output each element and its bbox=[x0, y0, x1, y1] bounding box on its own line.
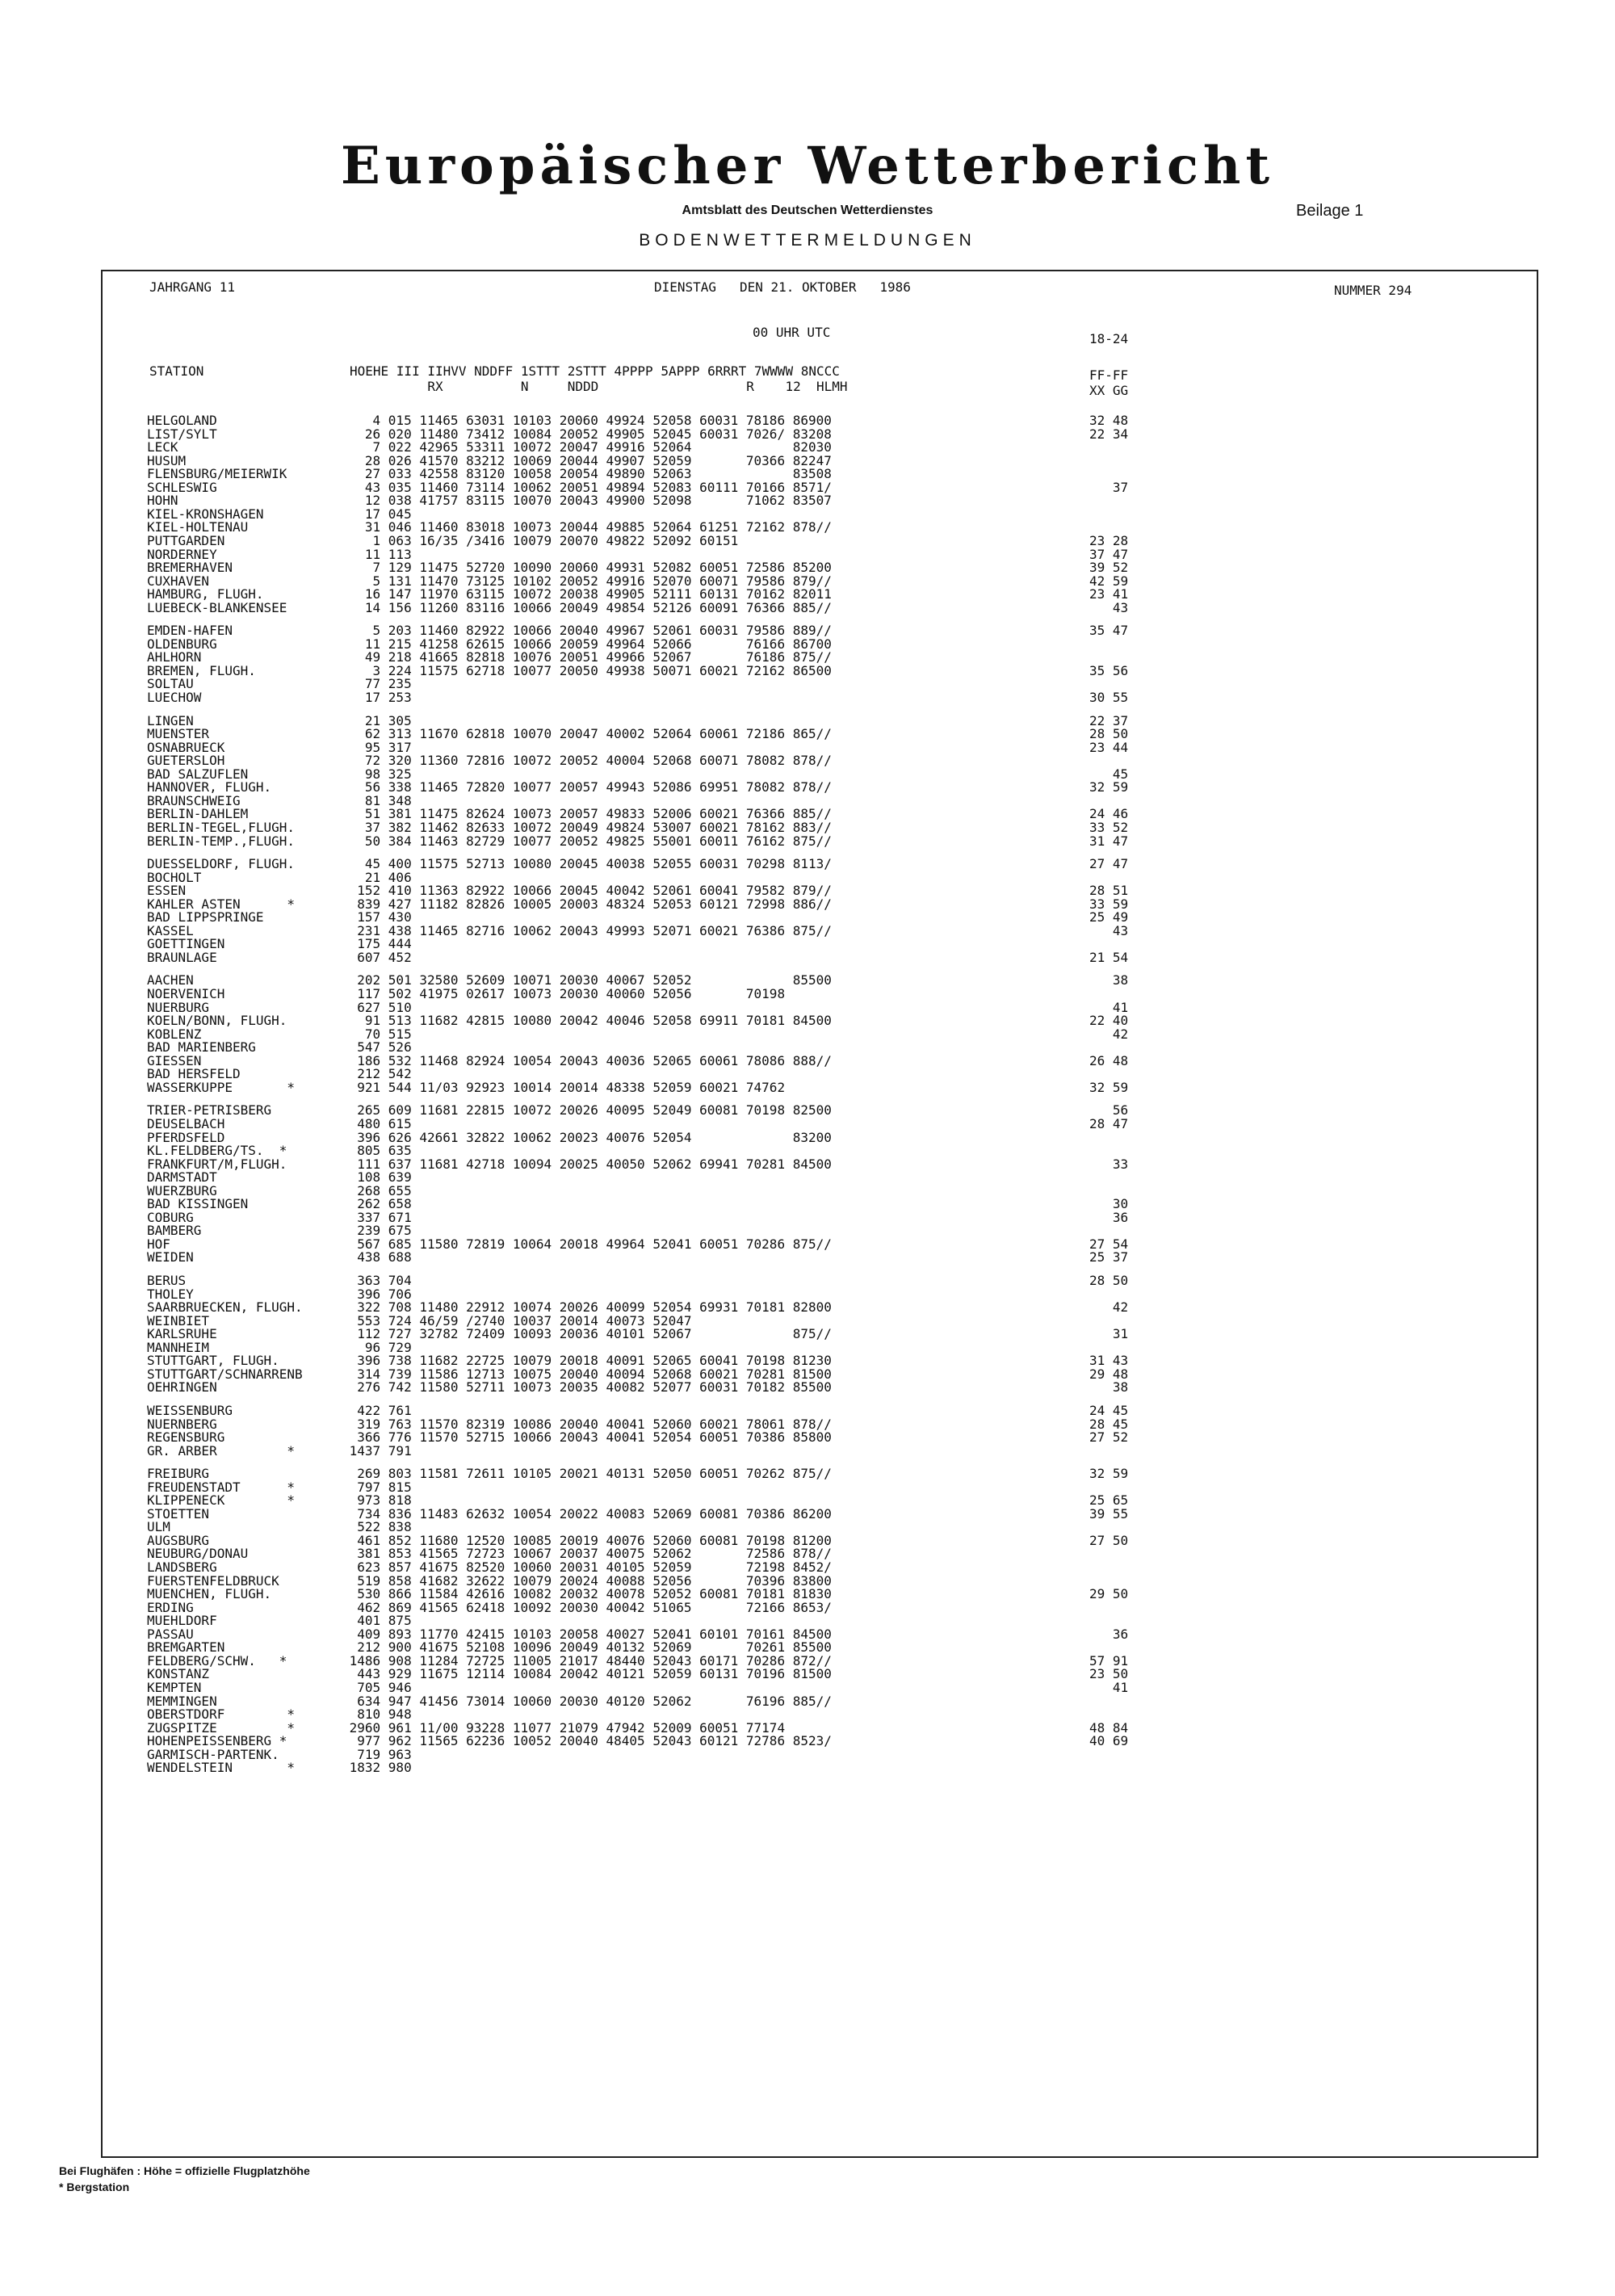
station-name: KLIPPENECK * bbox=[147, 1492, 296, 1509]
station-name: AHLHORN bbox=[147, 649, 202, 665]
wind-gust-value: 24 45 bbox=[1089, 1402, 1129, 1418]
wind-gust-value: 32 48 bbox=[1089, 413, 1129, 428]
wind-gust-value: 30 bbox=[1089, 1196, 1129, 1212]
station-data: 51 381 11475 82624 10073 20057 49833 52006 60021 76366 885// bbox=[342, 806, 832, 822]
station-data: 977 962 11565 62236 10052 20040 48405 52043 60121 72786 8523/ bbox=[342, 1733, 832, 1749]
station-name: REGENSBURG bbox=[147, 1429, 225, 1445]
station-data: 12 038 41757 83115 10070 20043 49900 52098 71062 83507 bbox=[342, 493, 832, 509]
wind-gust-value: 37 bbox=[1089, 479, 1129, 495]
column-header-line1: HOEHE III IIHVV NDDFF 1STTT 2STTT 4PPPP 5APPP 6RRRT 7WWWW 8NCCC bbox=[350, 363, 840, 379]
station-name: LANDSBERG bbox=[147, 1559, 217, 1575]
page-subtitle: Amtsblatt des Deutschen Wetterdienstes bbox=[682, 204, 933, 217]
wind-gust-value: 29 50 bbox=[1089, 1586, 1129, 1602]
station-name: KOELN/BONN, FLUGH. bbox=[147, 1013, 287, 1029]
wind-gust-value: 36 bbox=[1089, 1209, 1129, 1225]
station-name: GOETTINGEN bbox=[147, 936, 225, 952]
station-data: 396 738 11682 22725 10079 20018 40091 52065 60041 70198 81230 bbox=[342, 1353, 832, 1369]
station-name: LUEBECK-BLANKENSEE bbox=[147, 599, 287, 615]
station-name: EMDEN-HAFEN bbox=[147, 623, 233, 639]
wind-gust-value: 35 47 bbox=[1089, 623, 1129, 639]
station-name: GIESSEN bbox=[147, 1052, 202, 1068]
station-data: 43 035 11460 73114 10062 20051 49894 52083 60111 70166 8571/ bbox=[342, 479, 832, 495]
station-data: 480 615 bbox=[342, 1115, 412, 1131]
station-data: 27 033 42558 83120 10058 20054 49890 52063 83508 bbox=[342, 466, 832, 482]
station-name: COBURG bbox=[147, 1209, 194, 1225]
station-name: WASSERKUPPE * bbox=[147, 1079, 296, 1095]
station-name: BAD LIPPSPRINGE bbox=[147, 909, 264, 926]
station-data: 396 626 42661 32822 10062 20023 40076 52054 83200 bbox=[342, 1129, 832, 1145]
station-name: THOLEY bbox=[147, 1286, 194, 1302]
station-data: 17 045 bbox=[342, 506, 412, 522]
wind-gust-value: 43 bbox=[1089, 922, 1129, 938]
station-data: 522 838 bbox=[342, 1519, 412, 1535]
wind-gust-value: 35 56 bbox=[1089, 662, 1129, 678]
station-name: HANNOVER, FLUGH. bbox=[147, 779, 272, 795]
station-name: BAD MARIENBERG bbox=[147, 1039, 256, 1056]
station-data: 5 203 11460 82922 10066 20040 49967 52061 60031 79586 889// bbox=[342, 623, 832, 639]
station-name: KONSTANZ bbox=[147, 1666, 210, 1682]
wind-period: 18-24 bbox=[1089, 331, 1129, 346]
station-data: 28 026 41570 83212 10069 20044 49907 52059 70366 82247 bbox=[342, 452, 832, 468]
station-name: LINGEN bbox=[147, 712, 194, 728]
station-data: 95 317 bbox=[342, 739, 412, 755]
station-data: 186 532 11468 82924 10054 20043 40036 52065 60061 78086 888// bbox=[342, 1052, 832, 1068]
station-name: DUESSELDORF, FLUGH. bbox=[147, 856, 296, 871]
wind-gust-value: 23 41 bbox=[1089, 586, 1129, 602]
station-data: 262 658 bbox=[342, 1196, 412, 1212]
station-data: 553 724 46/59 /2740 10037 20014 40073 52047 bbox=[342, 1312, 692, 1328]
footnote-airports: Bei Flughäfen : Höhe = offizielle Flugplatzhöhe bbox=[59, 2164, 310, 2177]
station-data: 1486 908 11284 72725 11005 21017 48440 52043 60171 70286 872// bbox=[342, 1652, 832, 1668]
station-name: MEMMINGEN bbox=[147, 1693, 217, 1709]
station-data: 14 156 11260 83116 10066 20049 49854 52126 60091 76366 885// bbox=[342, 599, 832, 615]
station-name: AUGSBURG bbox=[147, 1532, 210, 1548]
station-data: 45 400 11575 52713 10080 20045 40038 52055 60031 70298 8113/ bbox=[342, 856, 832, 871]
station-data: 91 513 11682 42815 10080 20042 40046 52058 69911 70181 84500 bbox=[342, 1013, 832, 1029]
column-wind-ff: FF-FF bbox=[1089, 367, 1129, 383]
station-data: 623 857 41675 82520 10060 20031 40105 52059 72198 8452/ bbox=[342, 1559, 832, 1575]
station-data: 363 704 bbox=[342, 1273, 412, 1288]
station-name: FREIBURG bbox=[147, 1466, 210, 1482]
station-data: 314 739 11586 12713 10075 20040 40094 52068 60021 70281 81500 bbox=[342, 1366, 832, 1382]
station-data: 212 900 41675 52108 10096 20049 40132 52069 70261 85500 bbox=[342, 1639, 832, 1656]
wind-gust-value: 32 59 bbox=[1089, 1466, 1129, 1482]
station-data: 805 635 bbox=[342, 1143, 412, 1158]
station-name: LECK bbox=[147, 439, 178, 455]
station-name: BERLIN-DAHLEM bbox=[147, 806, 249, 822]
station-name: BRAUNLAGE bbox=[147, 949, 217, 965]
station-name: FREUDENSTADT * bbox=[147, 1479, 296, 1495]
station-data: 37 382 11462 82633 10072 20049 49824 53007 60021 78162 883// bbox=[342, 819, 832, 835]
wind-gust-value: 25 49 bbox=[1089, 909, 1129, 926]
wind-gust-value: 36 bbox=[1089, 1626, 1129, 1642]
station-data: 839 427 11182 82826 10005 20003 48324 52053 60121 72998 886// bbox=[342, 896, 832, 912]
station-name: FELDBERG/SCHW. * bbox=[147, 1652, 287, 1668]
station-data: 212 542 bbox=[342, 1066, 412, 1082]
wind-gust-value: 33 52 bbox=[1089, 819, 1129, 835]
station-name: MANNHEIM bbox=[147, 1339, 210, 1355]
station-name: LUECHOW bbox=[147, 690, 202, 705]
wind-gust-value: 38 bbox=[1089, 972, 1129, 988]
station-data: 81 348 bbox=[342, 792, 412, 808]
station-data: 1832 980 bbox=[342, 1760, 412, 1776]
column-wind-gg: XX GG bbox=[1089, 383, 1129, 398]
station-data: 70 515 bbox=[342, 1026, 412, 1042]
station-name: STOETTEN bbox=[147, 1505, 210, 1522]
station-name: NUERBURG bbox=[147, 999, 210, 1015]
wind-gust-value: 43 bbox=[1089, 599, 1129, 615]
station-name: TRIER-PETRISBERG bbox=[147, 1102, 272, 1119]
station-name: ERDING bbox=[147, 1599, 194, 1615]
station-data: 7 022 42965 53311 10072 20047 49916 52064 82030 bbox=[342, 439, 832, 455]
station-data: 462 869 41565 62418 10092 20030 40042 51065 72166 8653/ bbox=[342, 1599, 832, 1615]
station-data: 607 452 bbox=[342, 949, 412, 965]
wind-gust-value: 32 59 bbox=[1089, 779, 1129, 795]
station-data: 2960 961 11/00 93228 11077 21079 47942 52009 60051 77174 bbox=[342, 1719, 786, 1736]
station-data: 26 020 11480 73412 10084 20052 49905 52045 60031 7026/ 83208 bbox=[342, 426, 832, 442]
wind-gust-value: 42 bbox=[1089, 1026, 1129, 1042]
station-name: KASSEL bbox=[147, 922, 194, 938]
report-frame bbox=[101, 270, 1538, 2158]
station-data: 77 235 bbox=[342, 676, 412, 692]
station-name: SOLTAU bbox=[147, 676, 194, 692]
station-name: KOBLENZ bbox=[147, 1026, 202, 1042]
station-data: 1 063 16/35 /3416 10079 20070 49822 52092 60151 bbox=[342, 532, 739, 548]
wind-gust-value: 39 55 bbox=[1089, 1505, 1129, 1522]
station-data: 62 313 11670 62818 10070 20047 40002 52064 60061 72186 865// bbox=[342, 726, 832, 742]
station-name: FLENSBURG/MEIERWIK bbox=[147, 466, 287, 482]
station-data: 50 384 11463 82729 10077 20052 49825 55001 60011 76162 875// bbox=[342, 833, 832, 849]
station-data: 567 685 11580 72819 10064 20018 49964 52041 60051 70286 875// bbox=[342, 1236, 832, 1252]
wind-gust-value: 29 48 bbox=[1089, 1366, 1129, 1382]
station-name: GARMISCH-PARTENK. bbox=[147, 1746, 279, 1762]
beilage-label: Beilage 1 bbox=[1296, 202, 1364, 220]
station-data: 547 526 bbox=[342, 1039, 412, 1056]
station-data: 56 338 11465 72820 10077 20057 49943 52086 69951 78082 878// bbox=[342, 779, 832, 795]
wind-gust-value: 48 84 bbox=[1089, 1719, 1129, 1736]
station-data: 634 947 41456 73014 10060 20030 40120 52062 76196 885// bbox=[342, 1693, 832, 1709]
station-name: LIST/SYLT bbox=[147, 426, 217, 442]
station-data: 319 763 11570 82319 10086 20040 40041 52060 60021 78061 878// bbox=[342, 1416, 832, 1432]
station-data: 396 706 bbox=[342, 1286, 412, 1302]
station-name: NORDERNEY bbox=[147, 546, 217, 562]
wind-gust-value: 37 47 bbox=[1089, 546, 1129, 562]
station-name: ESSEN bbox=[147, 883, 187, 899]
wind-gust-value: 30 55 bbox=[1089, 690, 1129, 705]
station-name: KARLSRUHE bbox=[147, 1326, 217, 1342]
station-name: DEUSELBACH bbox=[147, 1115, 225, 1131]
station-name: BAD SALZUFLEN bbox=[147, 766, 249, 782]
station-data: 443 929 11675 12114 10084 20042 40121 52059 60131 70196 81500 bbox=[342, 1666, 832, 1682]
station-name: BERLIN-TEGEL,FLUGH. bbox=[147, 819, 296, 835]
wind-gust-value: 26 48 bbox=[1089, 1052, 1129, 1068]
station-name: KAHLER ASTEN * bbox=[147, 896, 296, 912]
station-name: OEHRINGEN bbox=[147, 1379, 217, 1396]
wind-gust-value: 38 bbox=[1089, 1379, 1129, 1396]
station-data: 268 655 bbox=[342, 1182, 412, 1198]
station-name: FUERSTENFELDBRUCK bbox=[147, 1572, 279, 1589]
station-name: HAMBURG, FLUGH. bbox=[147, 586, 264, 602]
station-data: 797 815 bbox=[342, 1479, 412, 1495]
station-data: 519 858 41682 32622 10079 20024 40088 52056 70396 83800 bbox=[342, 1572, 832, 1589]
wind-gust-value: 31 bbox=[1089, 1326, 1129, 1342]
wind-gust-value: 31 47 bbox=[1089, 833, 1129, 849]
station-name: OLDENBURG bbox=[147, 636, 217, 652]
station-data: 49 218 41665 82818 10076 20051 49966 52067 76186 875// bbox=[342, 649, 832, 665]
wind-gust-value: 28 50 bbox=[1089, 1273, 1129, 1288]
station-data: 422 761 bbox=[342, 1402, 412, 1418]
station-data: 112 727 32782 72409 10093 20036 40101 52067 875// bbox=[342, 1326, 832, 1342]
station-name: STUTTGART/SCHNARRENB bbox=[147, 1366, 303, 1382]
wind-gust-value: 39 52 bbox=[1089, 560, 1129, 575]
page-title: Europäischer Wetterbericht bbox=[341, 136, 1274, 196]
station-name: OSNABRUECK bbox=[147, 739, 225, 755]
station-data: 231 438 11465 82716 10062 20043 49993 52071 60021 76386 875// bbox=[342, 922, 832, 938]
wind-gust-value: 28 47 bbox=[1089, 1115, 1129, 1131]
station-name: SAARBRUECKEN, FLUGH. bbox=[147, 1299, 303, 1316]
station-data: 381 853 41565 72723 10067 20037 40075 52062 72586 878// bbox=[342, 1546, 832, 1562]
wind-gust-value: 41 bbox=[1089, 999, 1129, 1015]
wind-gust-value: 23 44 bbox=[1089, 739, 1129, 755]
station-data: 322 708 11480 22912 10074 20026 40099 52054 69931 70181 82800 bbox=[342, 1299, 832, 1316]
station-name: HELGOLAND bbox=[147, 413, 217, 428]
station-data: 157 430 bbox=[342, 909, 412, 926]
station-name: PUTTGARDEN bbox=[147, 532, 225, 548]
wind-gust-value: 56 bbox=[1089, 1102, 1129, 1119]
station-name: BREMERHAVEN bbox=[147, 560, 233, 575]
station-data: 705 946 bbox=[342, 1679, 412, 1695]
station-name: MUENSTER bbox=[147, 726, 210, 742]
wind-gust-value: 27 50 bbox=[1089, 1532, 1129, 1548]
station-name: GUETERSLOH bbox=[147, 753, 225, 769]
station-data: 117 502 41975 02617 10073 20030 40060 52056 70198 bbox=[342, 986, 786, 1001]
wind-gust-value: 41 bbox=[1089, 1679, 1129, 1695]
station-data: 108 639 bbox=[342, 1169, 412, 1186]
station-data: 366 776 11570 52715 10066 20043 40041 52054 60051 70386 85800 bbox=[342, 1429, 832, 1445]
station-name: BOCHOLT bbox=[147, 869, 202, 885]
station-data: 31 046 11460 83018 10073 20044 49885 52064 61251 72162 878// bbox=[342, 519, 832, 535]
column-header-line2: RX N NDDD R 12 HLMH bbox=[350, 379, 848, 394]
station-data: 72 320 11360 72816 10072 20052 40004 52068 60071 78082 878// bbox=[342, 753, 832, 769]
station-data: 1437 791 bbox=[342, 1442, 412, 1459]
station-name: KIEL-HOLTENAU bbox=[147, 519, 249, 535]
station-data: 202 501 32580 52609 10071 20030 40067 52052 85500 bbox=[342, 972, 832, 988]
wind-gust-value: 40 69 bbox=[1089, 1733, 1129, 1749]
report-number: NUMMER 294 bbox=[1334, 283, 1412, 298]
station-data: 239 675 bbox=[342, 1223, 412, 1239]
station-name: SCHLESWIG bbox=[147, 479, 217, 495]
station-data: 719 963 bbox=[342, 1746, 412, 1762]
wind-gust-value: 28 50 bbox=[1089, 726, 1129, 742]
station-data: 21 406 bbox=[342, 869, 412, 885]
station-name: BERUS bbox=[147, 1273, 187, 1288]
station-data: 530 866 11584 42616 10082 20032 40078 52052 60081 70181 81830 bbox=[342, 1586, 832, 1602]
wind-gust-value: 28 51 bbox=[1089, 883, 1129, 899]
wind-gust-value: 23 50 bbox=[1089, 1666, 1129, 1682]
station-name: ZUGSPITZE * bbox=[147, 1719, 296, 1736]
station-name: BERLIN-TEMP.,FLUGH. bbox=[147, 833, 296, 849]
station-data: 337 671 bbox=[342, 1209, 412, 1225]
station-data: 269 803 11581 72611 10105 20021 40131 52050 60051 70262 875// bbox=[342, 1466, 832, 1482]
wind-gust-value: 23 28 bbox=[1089, 532, 1129, 548]
wind-gust-value: 27 52 bbox=[1089, 1429, 1129, 1445]
station-data: 21 305 bbox=[342, 712, 412, 728]
station-name: BREMEN, FLUGH. bbox=[147, 662, 256, 678]
wind-gust-value: 21 54 bbox=[1089, 949, 1129, 965]
station-data: 11 215 41258 62615 10066 20059 49964 52066 76166 86700 bbox=[342, 636, 832, 652]
footnote-mountain: * Bergstation bbox=[59, 2181, 130, 2193]
station-name: KL.FELDBERG/TS. * bbox=[147, 1143, 287, 1158]
station-name: KEMPTEN bbox=[147, 1679, 202, 1695]
station-name: BAMBERG bbox=[147, 1223, 202, 1239]
wind-gust-value: 22 40 bbox=[1089, 1013, 1129, 1029]
station-name: NUERNBERG bbox=[147, 1416, 217, 1432]
station-name: ULM bbox=[147, 1519, 170, 1535]
report-date: DIENSTAG DEN 21. OKTOBER 1986 bbox=[654, 279, 911, 295]
wind-gust-value: 42 59 bbox=[1089, 573, 1129, 589]
wind-gust-value: 33 bbox=[1089, 1156, 1129, 1172]
station-data: 921 544 11/03 92923 10014 20014 48338 52059 60021 74762 bbox=[342, 1079, 786, 1095]
station-data: 401 875 bbox=[342, 1613, 412, 1629]
wind-gust-value: 45 bbox=[1089, 766, 1129, 782]
station-data: 627 510 bbox=[342, 999, 412, 1015]
station-data: 409 893 11770 42415 10103 20058 40027 52041 60101 70161 84500 bbox=[342, 1626, 832, 1642]
station-data: 276 742 11580 52711 10073 20035 40082 52077 60031 70182 85500 bbox=[342, 1379, 832, 1396]
station-name: WEISSENBURG bbox=[147, 1402, 233, 1418]
wind-gust-value: 32 59 bbox=[1089, 1079, 1129, 1095]
station-name: BAD KISSINGEN bbox=[147, 1196, 249, 1212]
station-data: 5 131 11470 73125 10102 20052 49916 52070 60071 79586 879// bbox=[342, 573, 832, 589]
station-data: 96 729 bbox=[342, 1339, 412, 1355]
wind-gust-value: 25 37 bbox=[1089, 1249, 1129, 1266]
station-name: WEINBIET bbox=[147, 1312, 210, 1328]
station-data: 461 852 11680 12520 10085 20019 40076 52060 60081 70198 81200 bbox=[342, 1532, 832, 1548]
station-name: HOHENPEISSENBERG * bbox=[147, 1733, 287, 1749]
station-name: CUXHAVEN bbox=[147, 573, 210, 589]
station-data: 17 253 bbox=[342, 690, 412, 705]
station-name: PASSAU bbox=[147, 1626, 194, 1642]
station-data: 11 113 bbox=[342, 546, 412, 562]
station-name: OBERSTDORF * bbox=[147, 1706, 296, 1722]
wind-gust-value: 57 91 bbox=[1089, 1652, 1129, 1668]
station-name: FRANKFURT/M,FLUGH. bbox=[147, 1156, 287, 1172]
wind-gust-value: 33 59 bbox=[1089, 896, 1129, 912]
station-name: WUERZBURG bbox=[147, 1182, 217, 1198]
station-data: 734 836 11483 62632 10054 20022 40083 52069 60081 70386 86200 bbox=[342, 1505, 832, 1522]
station-data: 438 688 bbox=[342, 1249, 412, 1266]
wind-gust-value: 27 47 bbox=[1089, 856, 1129, 871]
station-name: MUENCHEN, FLUGH. bbox=[147, 1586, 272, 1602]
station-data: 265 609 11681 22815 10072 20026 40095 52049 60081 70198 82500 bbox=[342, 1102, 832, 1119]
station-name: WEIDEN bbox=[147, 1249, 194, 1266]
station-data: 810 948 bbox=[342, 1706, 412, 1722]
station-name: WENDELSTEIN * bbox=[147, 1760, 296, 1776]
station-name: PFERDSFELD bbox=[147, 1129, 225, 1145]
station-name: STUTTGART, FLUGH. bbox=[147, 1353, 279, 1369]
station-data: 16 147 11970 63115 10072 20038 49905 52111 60131 70162 82011 bbox=[342, 586, 832, 602]
column-station: STATION bbox=[149, 363, 204, 379]
station-name: NOERVENICH bbox=[147, 986, 225, 1001]
station-name: DARMSTADT bbox=[147, 1169, 217, 1186]
station-name: NEUBURG/DONAU bbox=[147, 1546, 249, 1562]
station-name: GR. ARBER * bbox=[147, 1442, 296, 1459]
wind-gust-value: 25 65 bbox=[1089, 1492, 1129, 1509]
station-name: BREMGARTEN bbox=[147, 1639, 225, 1656]
station-data: 98 325 bbox=[342, 766, 412, 782]
jahrgang-label: JAHRGANG 11 bbox=[149, 279, 235, 295]
station-data: 4 015 11465 63031 10103 20060 49924 52058 60031 78186 86900 bbox=[342, 413, 832, 428]
station-data: 175 444 bbox=[342, 936, 412, 952]
section-title: BODENWETTERMELDUNGEN bbox=[639, 231, 976, 250]
station-data: 7 129 11475 52720 10090 20060 49931 52082 60051 72586 85200 bbox=[342, 560, 832, 575]
station-data: 111 637 11681 42718 10094 20025 40050 52062 69941 70281 84500 bbox=[342, 1156, 832, 1172]
wind-gust-value: 27 54 bbox=[1089, 1236, 1129, 1252]
station-name: AACHEN bbox=[147, 972, 194, 988]
station-data: 973 818 bbox=[342, 1492, 412, 1509]
station-name: HOF bbox=[147, 1236, 170, 1252]
station-name: BRAUNSCHWEIG bbox=[147, 792, 241, 808]
wind-gust-value: 42 bbox=[1089, 1299, 1129, 1316]
station-data: 3 224 11575 62718 10077 20050 49938 50071 60021 72162 86500 bbox=[342, 662, 832, 678]
station-name: KIEL-KRONSHAGEN bbox=[147, 506, 264, 522]
observation-time: 00 UHR UTC bbox=[753, 325, 831, 340]
station-data: 152 410 11363 82922 10066 20045 40042 52061 60041 79582 879// bbox=[342, 883, 832, 899]
station-name: BAD HERSFELD bbox=[147, 1066, 241, 1082]
wind-gust-value: 31 43 bbox=[1089, 1353, 1129, 1369]
wind-gust-value: 28 45 bbox=[1089, 1416, 1129, 1432]
station-name: HOHN bbox=[147, 493, 178, 509]
wind-gust-value: 24 46 bbox=[1089, 806, 1129, 822]
wind-gust-value: 22 37 bbox=[1089, 712, 1129, 728]
wind-gust-value: 22 34 bbox=[1089, 426, 1129, 442]
station-name: MUEHLDORF bbox=[147, 1613, 217, 1629]
station-name: HUSUM bbox=[147, 452, 187, 468]
